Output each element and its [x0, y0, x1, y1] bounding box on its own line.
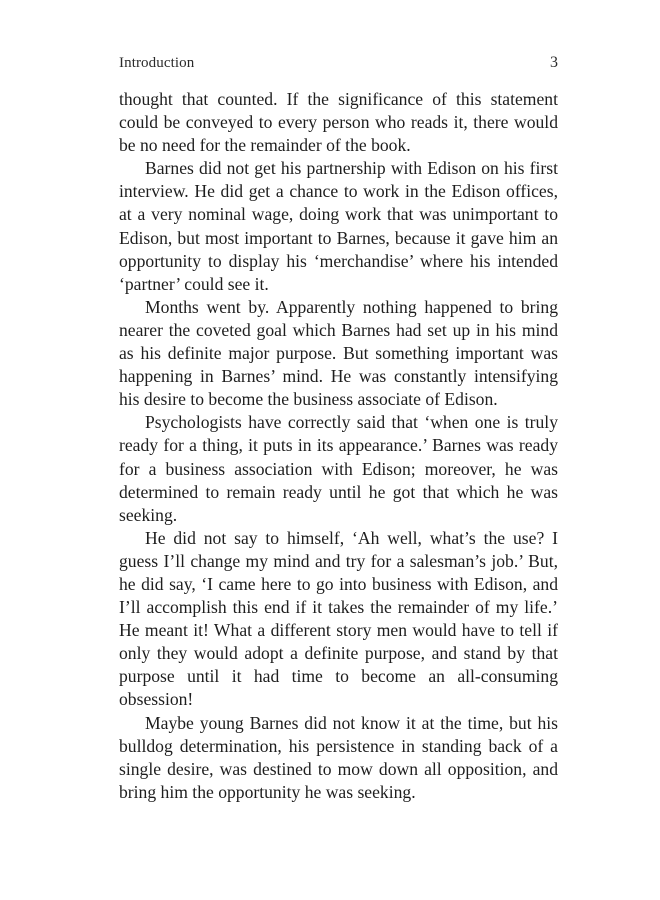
paragraph: Barnes did not get his partnership with Edison on his first interview. He did get a chance to work in the Edison offices, at a very nominal wage, doing work that was unimportant to Edison, but most important to Barnes, because it gave him an opportunity to display his ‘merchandise’ where his intended ‘partner’ could see it.: [119, 158, 558, 294]
body-text: [119, 88, 558, 804]
paragraph-continued: thought that counted. If the significance of this statement could be conveyed to every person who reads it, there would be no need for the remainder of the book.: [119, 89, 558, 156]
paragraph: Psychologists have correctly said that ‘when one is truly ready for a thing, it puts in its appearance.’ Barnes was ready for a business association with Edison; moreover, he was determined to remain ready until he got that which he was seeking.: [119, 412, 558, 525]
chapter-title: Introduction: [119, 55, 195, 71]
paragraph: He did not say to himself, ‘Ah well, what’s the use? I guess I’ll change my mind and try for a salesman’s job.’ But, he did say, ‘I came here to go into business with Edison, and I’ll accomplish this end if it takes the remainder of my life.’ He meant it! What a different story men would have to tell if only they would adopt a definite purpose, and stand by that purpose until it had time to become an all-consuming obsession!: [119, 527, 558, 710]
page-number: 3: [550, 54, 558, 71]
running-head: [119, 54, 558, 74]
paragraph: Maybe young Barnes did not know it at the time, but his bulldog determination, his persistence in standing back of a single desire, was destined to mow down all opposition, and bring him the opportunity he was seeking.: [119, 712, 558, 802]
paragraph: Months went by. Apparently nothing happened to bring nearer the coveted goal which Barnes had set up in his mind as his definite major purpose. But something important was happening in Barnes’ mind. He was constantly intensifying his desire to become the business associate of Edison.: [119, 296, 558, 410]
